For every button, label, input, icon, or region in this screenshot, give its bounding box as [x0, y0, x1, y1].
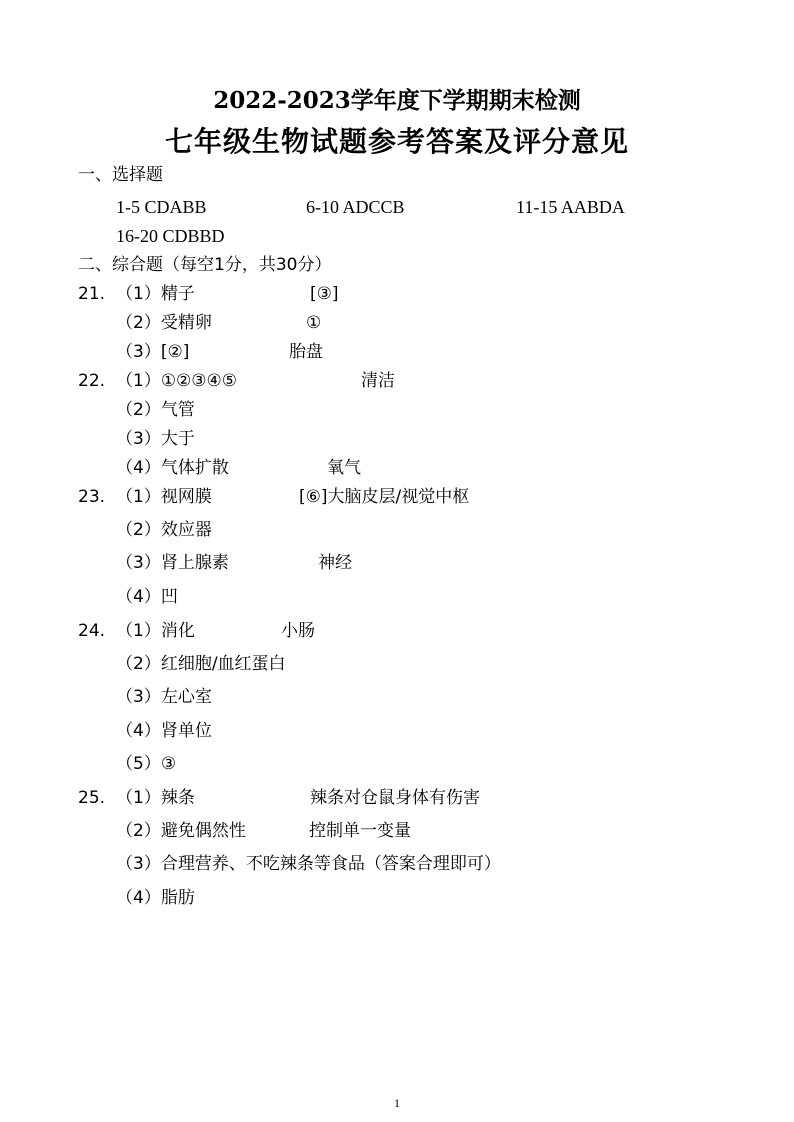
mc-answer-16-20: 16-20 CDBBD [116, 226, 225, 246]
section1-heading: 一、选择题 [78, 165, 163, 185]
q23-answer-2: （2）效应器 [116, 520, 212, 540]
q25-answer-1: （1）辣条 [116, 788, 195, 808]
q24-answer-2: （2）红细胞/血红蛋白 [116, 654, 286, 674]
exam-subtitle: 七年级生物试题参考答案及评分意见 [164, 125, 629, 158]
q21-number: 21. [78, 284, 106, 304]
q25-number: 25. [78, 788, 106, 808]
q22-answer-4b: 氧气 [327, 458, 361, 478]
mc-answer-1-5: 1-5 CDABB [116, 197, 207, 217]
q23-answer-1b: [⑥]大脑皮层/视觉中枢 [299, 487, 470, 507]
q24-answer-4: （4）肾单位 [116, 721, 212, 741]
exam-title: 2022-2023学年度下学期期末检测 [213, 87, 581, 114]
q21-answer-2b: ① [306, 313, 322, 333]
q23-answer-1: （1）视网膜 [116, 487, 212, 507]
q22-answer-4: （4）气体扩散 [116, 458, 229, 478]
q21-answer-1b: [③] [310, 284, 339, 304]
q25-answer-2b: 控制单一变量 [309, 821, 411, 841]
q21-answer-2: （2）受精卵 [116, 313, 212, 333]
q23-answer-3: （3）肾上腺素 [116, 553, 229, 573]
mc-answer-11-15: 11-15 AABDA [516, 197, 625, 217]
q21-answer-3: （3）[②] [116, 342, 190, 362]
q25-answer-4: （4）脂肪 [116, 888, 195, 908]
q25-answer-3: （3）合理营养、不吃辣条等食品（答案合理即可） [116, 854, 501, 874]
q24-answer-3: （3）左心室 [116, 687, 212, 707]
q22-answer-1: （1）①②③④⑤ [116, 371, 238, 391]
q25-answer-1b: 辣条对仓鼠身体有伤害 [310, 788, 480, 808]
q24-answer-1: （1）消化 [116, 621, 195, 641]
page-number: 1 [394, 1096, 400, 1110]
q24-number: 24. [78, 621, 106, 641]
q22-answer-2: （2）气管 [116, 400, 195, 420]
q22-answer-3: （3）大于 [116, 429, 195, 449]
section2-heading: 二、综合题（每空1分，共30分） [78, 255, 332, 275]
q24-answer-1b: 小肠 [281, 621, 315, 641]
q25-answer-2: （2）避免偶然性 [116, 821, 246, 841]
q21-answer-3b: 胎盘 [289, 342, 323, 362]
q24-answer-5: （5）③ [116, 754, 177, 774]
q22-answer-1b: 清洁 [361, 371, 395, 391]
mc-answer-6-10: 6-10 ADCCB [306, 197, 405, 217]
q21-answer-1: （1）精子 [116, 284, 195, 304]
q22-number: 22. [78, 371, 106, 391]
q23-answer-4: （4）凹 [116, 587, 178, 607]
q23-number: 23. [78, 487, 106, 507]
q23-answer-3b: 神经 [318, 553, 352, 573]
